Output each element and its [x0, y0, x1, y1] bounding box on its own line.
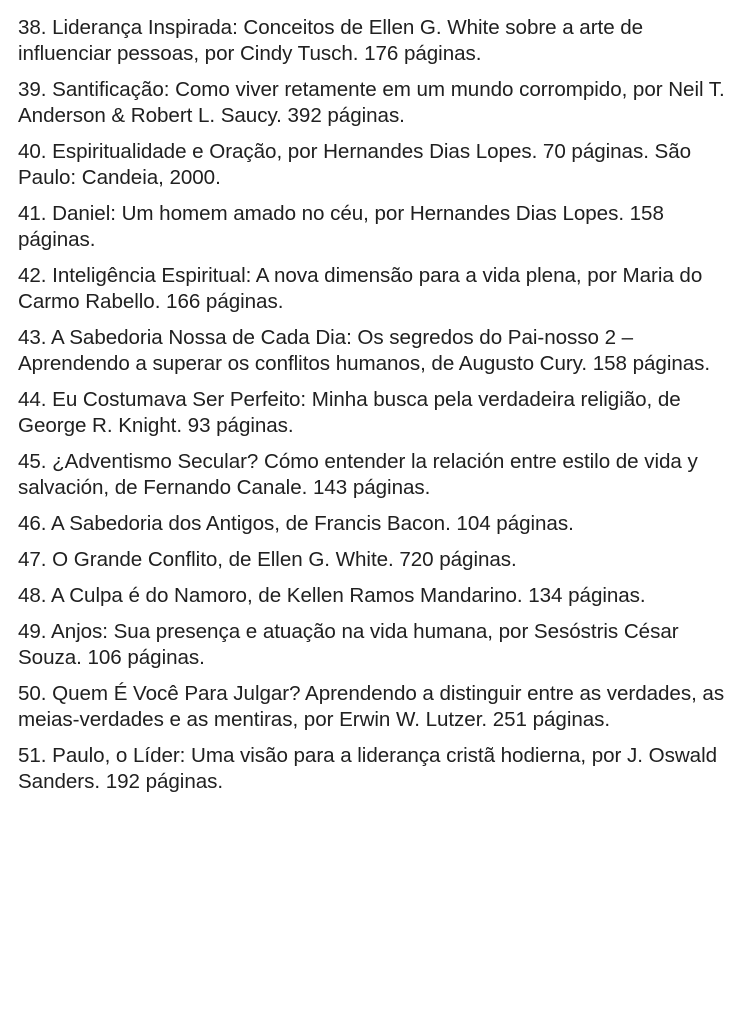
book-list-item: 44. Eu Costumava Ser Perfeito: Minha busca pela verdadeira religião, de George R. Knight. 93 páginas.: [18, 388, 681, 437]
book-list-item: 46. A Sabedoria dos Antigos, de Francis Bacon. 104 páginas.: [18, 512, 574, 535]
book-list: [18, 15, 730, 805]
book-list-item: 39. Santificação: Como viver retamente em um mundo corrompido, por Neil T. Anderson & Robert L. Saucy. 392 páginas.: [18, 78, 725, 127]
book-list-item: 51. Paulo, o Líder: Uma visão para a liderança cristã hodierna, por J. Oswald Sanders. 192 páginas.: [18, 744, 717, 793]
book-list-item: 40. Espiritualidade e Oração, por Hernandes Dias Lopes. 70 páginas. São Paulo: Candeia, 2000.: [18, 140, 692, 189]
book-list-item: 45. ¿Adventismo Secular? Cómo entender la relación entre estilo de vida y salvación, de Fernando Canale. 143 páginas.: [18, 450, 698, 499]
book-list-item: 49. Anjos: Sua presença e atuação na vida humana, por Sesóstris César Souza. 106 páginas.: [18, 620, 679, 669]
book-list-item: 50. Quem É Você Para Julgar? Aprendendo a distinguir entre as verdades, as meias-verdades e as mentiras, por Erwin W. Lutzer. 251 páginas.: [18, 682, 725, 731]
book-list-item: 42. Inteligência Espiritual: A nova dimensão para a vida plena, por Maria do Carmo Rabello. 166 páginas.: [18, 264, 703, 313]
book-list-item: 38. Liderança Inspirada: Conceitos de Ellen G. White sobre a arte de influenciar pessoas, por Cindy Tusch. 176 páginas.: [18, 16, 644, 65]
book-list-item: 41. Daniel: Um homem amado no céu, por Hernandes Dias Lopes. 158 páginas.: [18, 202, 664, 251]
book-list-item: 48. A Culpa é do Namoro, de Kellen Ramos Mandarino. 134 páginas.: [18, 584, 646, 607]
book-list-item: 43. A Sabedoria Nossa de Cada Dia: Os segredos do Pai-nosso 2 – Aprendendo a superar os conflitos humanos, de Augusto Cury. 158 páginas.: [18, 326, 711, 375]
book-list-item: 47. O Grande Conflito, de Ellen G. White. 720 páginas.: [18, 548, 517, 571]
